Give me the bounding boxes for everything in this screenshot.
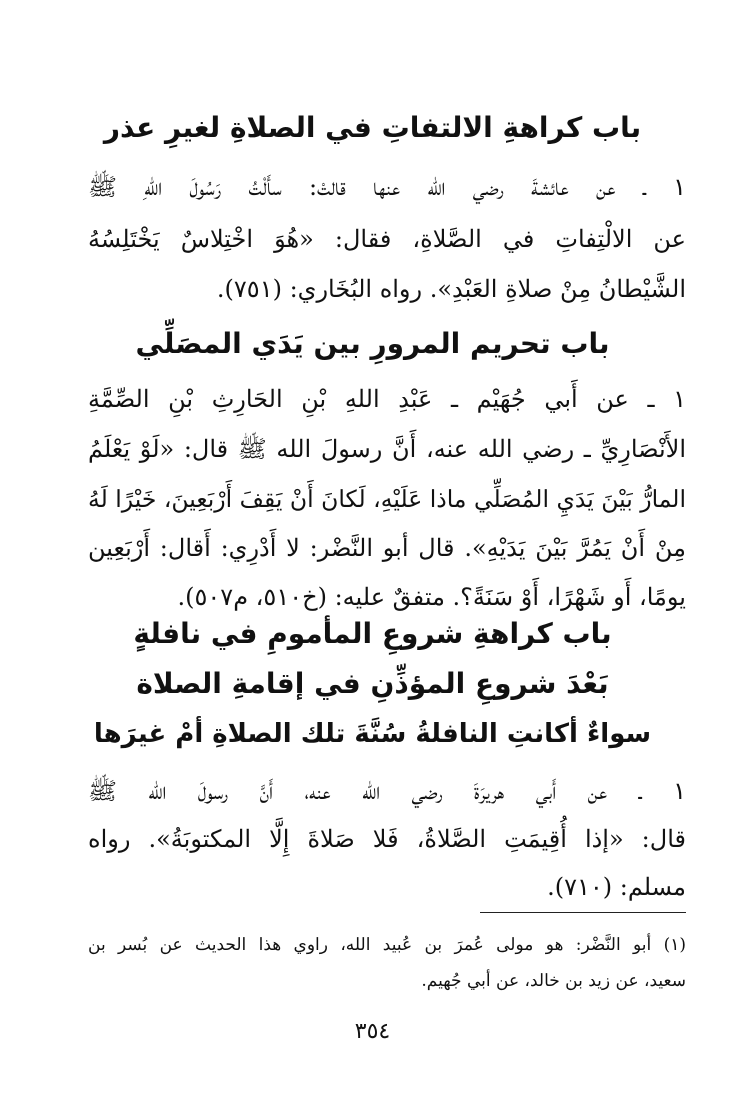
text-line: [88, 378, 686, 420]
text-line: [88, 818, 686, 860]
text-line-content: مسلم: (٧١٠).: [547, 873, 686, 901]
text-line: [88, 866, 686, 908]
chapter-heading-3-line-3: سواءٌ أكانتِ النافلةُ سُنَّةَ تلك الصلاةِ أمْ غيرَها: [93, 719, 652, 749]
text-line-content: الأَنْصَارِيِّ ـ رضي الله عنه، أَنَّ رسولَ الله ﷺ قال: «لَوْ يَعْلَمُ: [88, 435, 686, 463]
page-number: ٣٥٤: [354, 1019, 391, 1044]
text-line: [88, 527, 686, 569]
text-line-content: الشَّيْطانُ مِنْ صلاةِ العَبْدِ». رواه البُخَاري: (٧٥١).: [216, 275, 686, 303]
text-line: [88, 218, 686, 260]
text-line-content: ١ ـ عن عائشةَ رضي الله عنها قالتْ: سأَلْتُ رَسُولَ اللهِ ﷺ: [88, 173, 686, 201]
footnote-separator: [480, 912, 686, 913]
chapter-heading-1: باب كراهةِ الالتفاتِ في الصلاةِ لغيرِ عذر: [103, 111, 642, 144]
chapter-heading-3-line-2: بَعْدَ شروعِ المؤذِّنِ في إقامةِ الصلاة: [136, 667, 609, 700]
chapter-heading-2: باب تحريم المرورِ بين يَدَي المصَلِّي: [135, 327, 610, 360]
text-line: [88, 166, 686, 208]
text-line: [88, 770, 686, 812]
text-line-content: يومًا، أَو شَهْرًا، أَوْ سَنَةً؟. متفقٌ عليه: (خ٥١٠، م٥٠٧).: [177, 583, 686, 611]
text-line: [88, 478, 686, 520]
text-line: [88, 268, 686, 310]
footnote-text: سعيد، عن زيد بن خالد، عن أبي جُهيم.: [421, 971, 686, 991]
text-line-content: مِنْ أَنْ يَمُرَّ بَيْنَ يَدَيْهِ». قال أبو النَّضْر: لا أَدْرِي: أَقال: أَرْبَعِين: [88, 534, 686, 562]
footnote-text: (١) أبو النَّضْر: هو مولى عُمرَ بن عُبيد الله، راوي هذا الحديث عن بُسر بن: [88, 935, 686, 955]
text-line-content: ١ ـ عن أَبي هريرَةَ رضي الله عنه، أَنَّ رسولَ الله ﷺ: [88, 777, 686, 805]
text-line-content: قال: «إذا أُقِيمَتِ الصَّلاةُ، فَلا صَلاةَ إِلَّا المكتوبَةُ». رواه: [88, 825, 686, 853]
footnote-line: [88, 930, 686, 960]
footnote-line: [88, 966, 686, 996]
text-line-content: عن الالْتِفاتِ في الصَّلاةِ، فقال: «هُوَ اخْتِلاسٌ يَخْتَلِسُهُ: [88, 225, 686, 253]
chapter-heading-3-line-1: باب كراهةِ شروعِ المأمومِ في نافلةٍ: [133, 617, 612, 650]
text-line: [88, 428, 686, 470]
text-line-content: المارُّ بَيْنَ يَدَيِ المُصَلِّي ماذا عَلَيْهِ، لَكانَ أَنْ يَقِفَ أَرْبَعِينَ، خَيْرًا لَهُ: [88, 485, 686, 513]
text-line-content: ١ ـ عن أَبي جُهَيْم ـ عَبْدِ اللهِ بْنِ الحَارِثِ بْنِ الصِّمَّةِ: [88, 385, 686, 413]
